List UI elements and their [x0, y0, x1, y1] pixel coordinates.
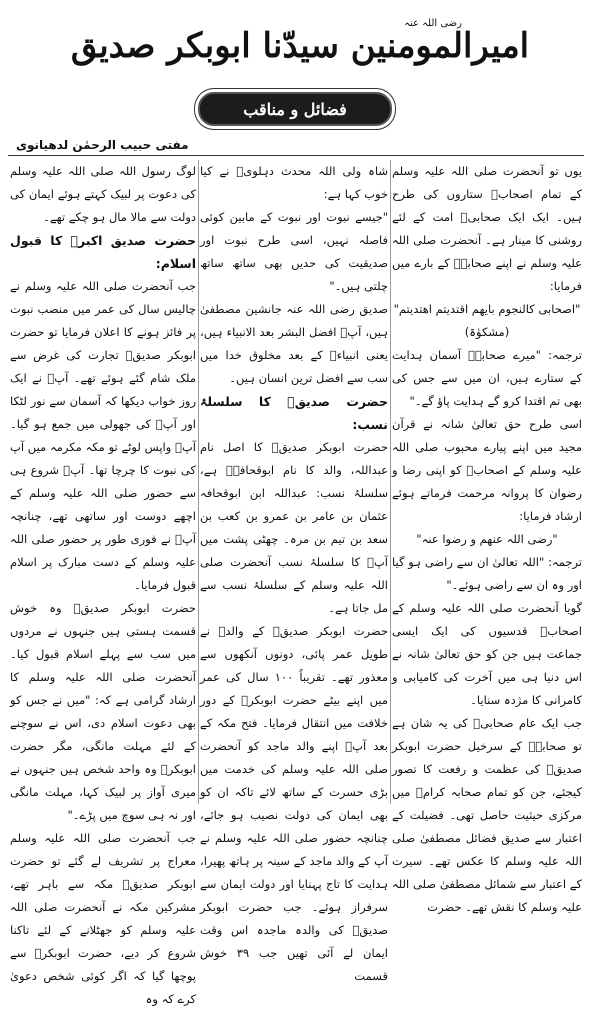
paragraph: جب ایک عام صحابیؓ کی یہ شان ہے تو صحابہؓ کے سرخیل حضرت ابوبکر صدیقؓ کی عظمت و رفعت کا تصور کیجئے، جن کو تمام صحابہ کرامؓ میں مرکزی حیثیت حاصل تھی۔ فضیلت کے اعتبار سے صدیق فضائل مصطفیٰ صلی اللہ علیہ وسلم کا عکس تھے۔ سیرت کے اعتبار سے شمائل مصطفیٰ صلی اللہ علیہ وسلم کا نقش تھے۔ حضرت	[392, 716, 582, 914]
paragraph: اسی طرح حق تعالیٰ شانہ نے قرآن مجید میں اپنے پیارے محبوب صلی اللہ علیہ وسلم کے اصحابؓ کو اپنی رضا و رضوان کا پروانہ مرحمت فرماتے ہوئے ارشاد فرمایا:	[392, 417, 582, 523]
paragraph: شاہ ولی اللہ محدث دہلویؒ نے کیا خوب کہا ہے:	[200, 164, 388, 201]
paragraph: جب آنحضرت صلی اللہ علیہ وسلم نے چالیس سال کی عمر میں منصب نبوت پر فائز ہونے کا اعلان فرمایا تو حضرت ابوبکر صدیقؓ تجارت کی غرض سے ملک شام گئے ہوئے تھے۔ آپؓ نے ایک روز خواب دیکھا کہ آسمان سے نور لٹکا اور آپؓ کی جھولی میں جمع ہو گیا۔ آپؓ واپس لوٹے تو مکہ مکرمہ میں آپ کی نبوت کا چرچا تھا۔ آپؓ شروع ہی سے حضور صلی اللہ علیہ وسلم کے اچھے دوست اور ساتھی تھے، چنانچہ آپؓ نے فوری طور پر حضور صلی اللہ علیہ وسلم کے دست مبارک پر اسلام قبول فرمایا۔	[10, 279, 196, 592]
column-divider	[390, 160, 391, 804]
column-divider	[198, 160, 199, 804]
title-text: امیرالمومنین سیدّنا ابوبکر صدیق	[70, 26, 530, 66]
quote-arabic: "اصحابی کالنجوم بایھم اقتدیتم اھتدیتم" (مشکوٰۃ)	[393, 302, 581, 339]
column-right	[392, 160, 582, 914]
paragraph: ترجمہ: "میرے صحابہؓ آسمان ہدایت کے ستارے ہیں، ان میں سے جس کی بھی تم اقتدا کرو گے ہدایت پاؤ گے۔"	[392, 348, 582, 408]
section-heading: حضرت صدیق اکبرؓ کا قبول اسلام:	[10, 233, 196, 271]
paragraph: حضرت ابوبکر صدیقؓ کے والدؓ نے طویل عمر پائی، دونوں آنکھوں سے معذور تھے۔ تقریباً ۱۰۰ سال کی عمر میں اپنے بیٹے حضرت ابوبکرؓ کے دور خلافت میں انتقال فرمایا۔ فتح مکہ کے بعد آپؓ اپنے والد ماجد کو آنحضرت صلی اللہ علیہ وسلم کی خدمت میں بڑی حسرت کے ساتھ لائے تاکہ ان کو بھی ایمان کی دولت نصیب ہو جائے، چنانچہ حضور صلی اللہ علیہ وسلم نے آپ کے والد ماجد کے سینہ پر ہاتھ پھیرا، ہدایت کا تاج پہنایا اور دولت ایمان سے سرفراز ہوئے۔ جب حضرت ابوبکر صدیقؓ کی والدہ ماجدہ اس وقت ایمان لے آئی تھیں جب ۳۹ خوش قسمت	[200, 624, 388, 983]
paragraph: ترجمہ: "اللہ تعالیٰ ان سے راضی ہو گیا اور وہ ان سے راضی ہوئے۔"	[392, 555, 582, 592]
column-left	[10, 160, 196, 1006]
header-divider	[8, 155, 584, 156]
section-heading: حضرت صدیقؓ کا سلسلۂ نسب:	[200, 394, 388, 432]
section-banner: فضائل و مناقب	[198, 92, 392, 126]
paragraph: حضرت ابوبکر صدیقؓ وہ خوش قسمت ہستی ہیں جنہوں نے مردوں میں سب سے پہلے اسلام قبول کیا۔ آنحضرت صلی اللہ علیہ وسلم کا ارشاد گرامی ہے کہ: "میں نے جس کو بھی دعوت اسلام دی، اس نے سوچنے کے لئے مہلت مانگی، مگر حضرت ابوبکرؓ وہ واحد شخص ہیں جنہوں نے میری آواز پر لبیک کہا، مہلت مانگی اور نہ ہی سوچ میں پڑے۔"	[10, 601, 196, 822]
paragraph: جب آنحضرت صلی اللہ علیہ وسلم معراج پر تشریف لے گئے تو حضرت ابوبکر صدیقؓ مکہ سے باہر تھے، مشرکین مکہ نے آنحضرت صلی اللہ علیہ وسلم کو جھٹلانے کے لئے تاکنا شروع کر دیے، حضرت ابوبکرؓ سے پوچھا گیا کہ اگر کوئی شخص دعویٰ کرے کہ وہ	[10, 831, 196, 1006]
author-byline: مفتی حبیب الرحمٰن لدھیانوی	[16, 138, 189, 152]
column-middle	[200, 160, 388, 983]
quote: "جیسے نبوت اور نبوت کے مابین کوئی فاصلہ نہیں، اسی طرح نبوت اور صدیقیت کی حدیں بھی ساتھ ساتھ چلتی ہیں۔"	[200, 210, 388, 293]
paragraph: یوں تو آنحضرت صلی اللہ علیہ وسلم کے تمام اصحابؓ ستاروں کی طرح ہیں۔ ایک ایک صحابیؓ امت کے لئے روشنی کا مینار ہے۔ آنحضرت صلی اللہ علیہ وسلم نے اپنے صحابہؓ کے بارے میں فرمایا:	[392, 164, 582, 293]
page-title	[70, 6, 530, 86]
paragraph: گویا آنحضرت صلی اللہ علیہ وسلم کے اصحابؓ قدسیوں کی ایک ایسی جماعت ہیں جن کو حق تعالیٰ شانہ نے اس دنیا ہی میں آخرت کی کامیابی و کامرانی کا مژدہ سنایا۔	[392, 601, 582, 707]
quote-arabic: "رضی اللہ عنھم و رضوا عنہ"	[416, 532, 558, 546]
paragraph: لوگ رسول اللہ صلی اللہ علیہ وسلم کی دعوت پر لبیک کہتے ہوئے ایمان کی دولت سے مالا مال ہو چکے تھے۔	[10, 164, 196, 224]
title-honorific: رضی اللہ عنہ	[404, 18, 462, 29]
paragraph: صدیق رضی اللہ عنہ جانشین مصطفیٰ ہیں، آپؓ افضل البشر بعد الانبیاء ہیں، یعنی انبیاءؑ کے بعد مخلوق خدا میں سب سے افضل ترین انسان ہیں۔	[200, 302, 388, 385]
paragraph: حضرت ابوبکر صدیقؓ کا اصل نام عبداللہ، والد کا نام ابوقحافہؓ ہے، سلسلۂ نسب: عبداللہ ابن ابوقحافہ عثمان بن عامر بن عمرو بن کعب بن سعد بن تیم بن مرہ۔ چھٹی پشت میں آپؓ کا سلسلۂ نسب آنحضرت صلی اللہ علیہ وسلم کے سلسلۂ نسب سے مل جاتا ہے۔	[200, 440, 388, 615]
